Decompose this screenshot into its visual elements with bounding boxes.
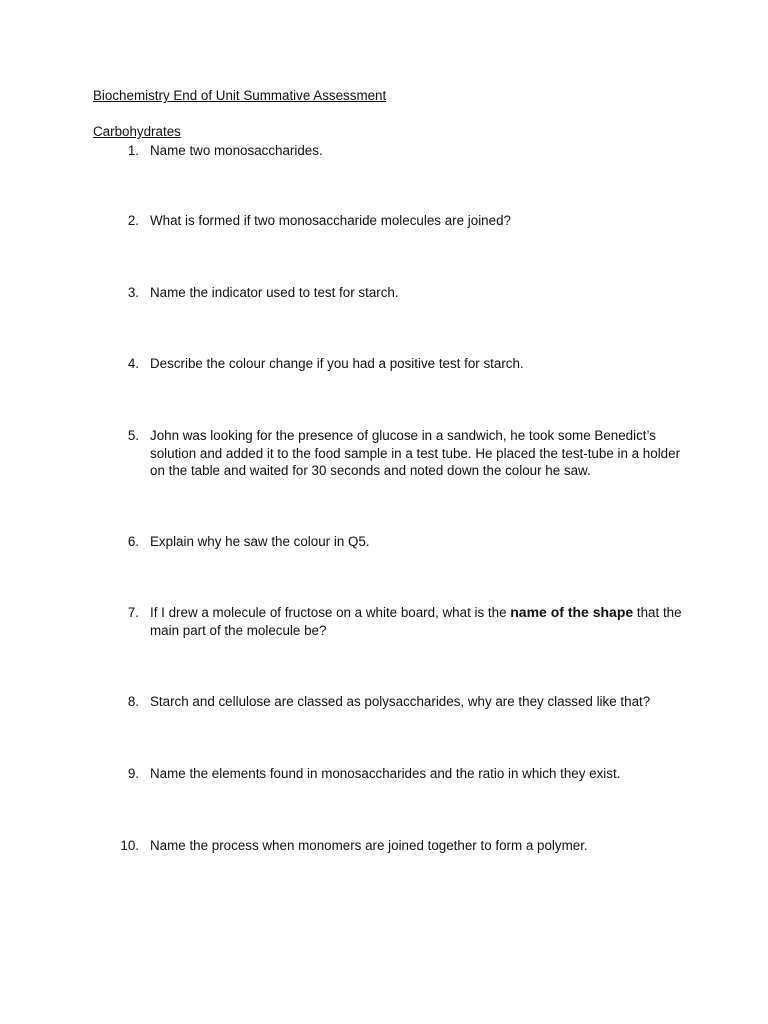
question-number: 9. [127,766,139,781]
question-7 [112,604,692,639]
question-text: Starch and cellulose are classed as polysaccharides, why are they classed like that? [150,694,651,709]
question-text-part: that the main part of the molecule be? [150,605,682,638]
question-text-emphasis: name of the shape [510,604,634,620]
question-text: Name two monosaccharides. [150,143,323,158]
question-text [139,604,692,639]
question-text: Explain why he saw the colour in Q5. [150,534,370,549]
question-text: Name the process when monomers are joined together to form a polymer. [150,838,588,853]
question-number: 6. [127,534,139,549]
section-heading-carbohydrates: Carbohydrates [93,124,181,139]
question-number: 3. [127,285,139,300]
question-8 [112,693,692,711]
question-text: John was looking for the presence of glucose in a sandwich, he took some Benedict’s solution and added it to the food sample in a test tube. He placed the test-tube in a holder on the table and waited for 30 seconds and noted down the colour he saw. [150,428,681,478]
question-number: 1. [127,143,139,158]
question-6 [112,533,692,551]
question-number: 5. [127,428,139,443]
question-number: 4. [127,356,139,371]
question-number: 7. [127,605,139,620]
question-10 [112,837,692,855]
question-9 [112,765,692,783]
question-text: Describe the colour change if you had a positive test for starch. [150,356,524,371]
question-text: Name the elements found in monosaccharides and the ratio in which they exist. [150,766,621,781]
question-number: 10. [120,838,139,853]
question-5 [112,427,692,480]
question-text: Name the indicator used to test for starch. [150,285,399,300]
question-2 [112,212,692,230]
question-number: 8. [127,694,139,709]
document-title: Biochemistry End of Unit Summative Assessment [93,88,387,103]
question-1 [112,142,692,160]
question-text: What is formed if two monosaccharide molecules are joined? [150,213,511,228]
question-4 [112,355,692,373]
question-3 [112,284,692,302]
question-text-part: If I drew a molecule of fructose on a white board, what is the [150,605,511,620]
question-number: 2. [127,213,139,228]
